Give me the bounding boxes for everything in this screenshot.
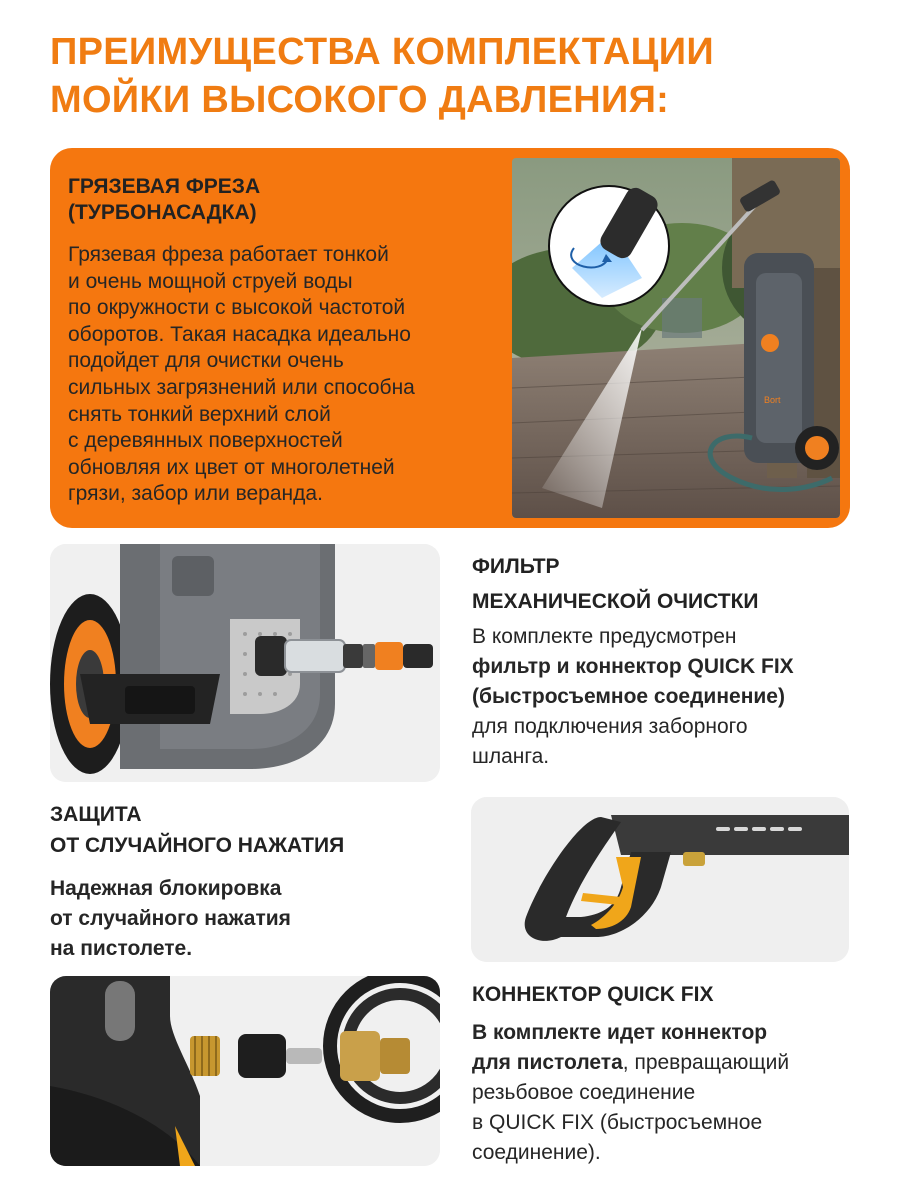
trigger-gun-image bbox=[471, 797, 849, 962]
turbo-text-line: и очень мощной струей воды bbox=[68, 269, 353, 293]
washer-brand-label: Bort bbox=[764, 395, 781, 405]
turbo-text-line: Грязевая фреза работает тонкой bbox=[68, 243, 389, 266]
headline-line-1: ПРЕИМУЩЕСТВА КОМПЛЕКТАЦИИ bbox=[50, 31, 714, 73]
turbo-nozzle-title bbox=[68, 174, 488, 226]
connector-description bbox=[472, 1018, 892, 1168]
turbo-text-line: с деревянных поверхностей bbox=[68, 429, 343, 453]
connector-text-bold-fragment: для пистолета bbox=[472, 1051, 623, 1074]
filter-text-line: шланга. bbox=[472, 745, 550, 768]
filter-title bbox=[472, 552, 872, 616]
filter-title-line-1: ФИЛЬТР bbox=[472, 555, 560, 578]
filter-text-bold-line: фильтр и коннектор QUICK FIX bbox=[472, 655, 794, 678]
protection-title-line-2: ОТ СЛУЧАЙНОГО НАЖАТИЯ bbox=[50, 834, 345, 857]
filter-title-line-2: МЕХАНИЧЕСКОЙ ОЧИСТКИ bbox=[472, 590, 759, 613]
turbo-nozzle-description bbox=[68, 242, 508, 508]
connector-text-line: в QUICK FIX (быстросъемное bbox=[472, 1111, 763, 1134]
turbo-text-line: снять тонкий верхний слой bbox=[68, 402, 331, 426]
filter-text-line: для подключения заборного bbox=[472, 715, 748, 738]
turbo-title-line-1: ГРЯЗЕВАЯ ФРЕЗА bbox=[68, 175, 261, 198]
protection-text-line: от случайного нажатия bbox=[50, 907, 291, 930]
turbo-text-line: по окружности с высокой частотой bbox=[68, 296, 406, 320]
connector-text-bold-line: В комплекте идет коннектор bbox=[472, 1021, 768, 1044]
quick-fix-connector-image bbox=[50, 976, 440, 1166]
connector-text-line: резьбовое соединение bbox=[472, 1081, 696, 1104]
protection-title-line-1: ЗАЩИТА bbox=[50, 803, 142, 826]
filter-product-image bbox=[50, 544, 440, 782]
protection-text-line: на пистолете. bbox=[50, 937, 193, 960]
connector-title-text: КОННЕКТОР QUICK FIX bbox=[472, 983, 714, 1006]
protection-text-line: Надежная блокировка bbox=[50, 877, 282, 900]
page-headline bbox=[50, 28, 870, 124]
connector-text-fragment: , превращающий bbox=[622, 1051, 790, 1074]
protection-description bbox=[50, 874, 450, 964]
connector-title bbox=[472, 980, 872, 1009]
filter-description bbox=[472, 622, 872, 772]
turbo-text-line: сильных загрязнений или способна bbox=[68, 375, 415, 399]
headline-line-2: МОЙКИ ВЫСОКОГО ДАВЛЕНИЯ: bbox=[50, 79, 670, 121]
pressure-washer-photo bbox=[512, 158, 840, 518]
turbo-text-line: оборотов. Такая насадка идеально bbox=[68, 322, 411, 346]
turbo-title-line-2: (ТУРБОНАСАДКА) bbox=[68, 201, 257, 224]
turbo-text-line: обновляя их цвет от многолетней bbox=[68, 455, 395, 479]
turbo-text-line: грязи, забор или веранда. bbox=[68, 482, 323, 506]
filter-text-line: В комплекте предусмотрен bbox=[472, 625, 737, 648]
connector-text-mixed-line bbox=[472, 1048, 892, 1078]
protection-title bbox=[50, 800, 450, 860]
turbo-text-line: подойдет для очистки очень bbox=[68, 349, 344, 373]
connector-text-line: соединение). bbox=[472, 1141, 601, 1164]
filter-text-bold-line: (быстросъемное соединение) bbox=[472, 685, 785, 708]
